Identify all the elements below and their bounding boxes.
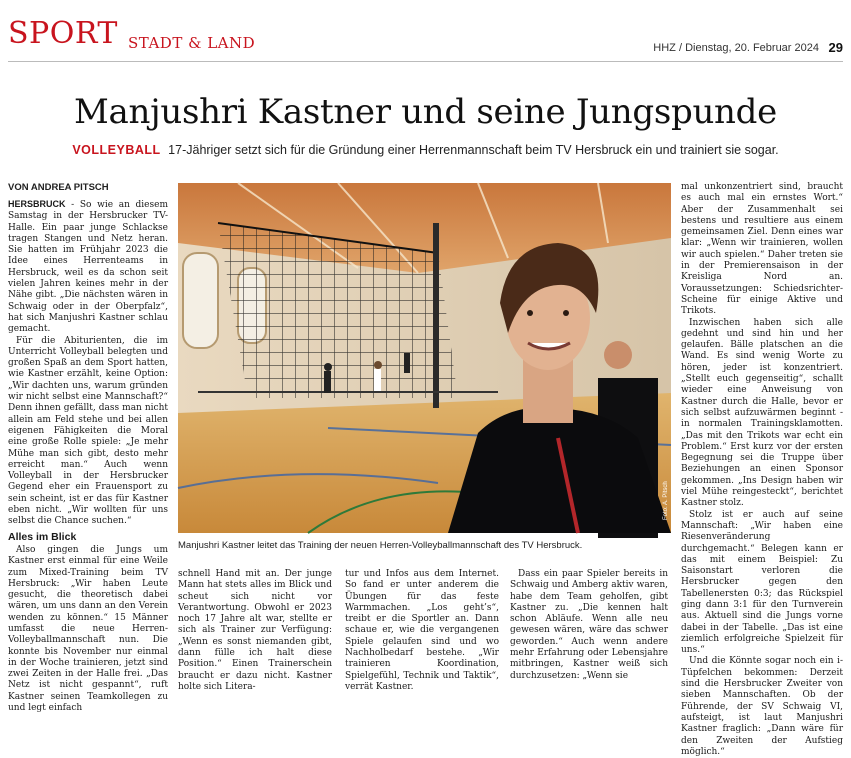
article-column-4 <box>510 569 668 679</box>
issue-meta: HHZ / Dienstag, 20. Februar 2024 <box>653 42 819 54</box>
article-deck <box>0 143 851 157</box>
paragraph: Dass ein paar Spieler bereits in Schwaig und Amberg aktiv waren, habe dem Team geholfen, gibt Kastner zu. „Die kennen halt schon Abläufe. Wenn alle neu gewesen wären, wäre das schwer geworden.“ Auch wenn andere mehr Erfahrung oder Lebensjahre mitbringen, Kastner weiß sich durchzusetzen: „Wenn sie <box>510 569 668 681</box>
deck-text: 17-Jähriger setzt sich für die Gründung einer Herrenmannschaft beim TV Hersbruck ein und trainiert sie sogar. <box>168 143 779 157</box>
paragraph-text: - So wie an diesem Samstag in der Hersbrucker TV-Halle. Ein paar junge Schlackse tragen Stangen und Netz heran. Sie hatten im Frühjahr 2023 die Idee eines Herrenteams in Hersbruck, weil es da schon seit vielen Jahren keines mehr in der Nähe gibt. „Die nächsten wären in Schwaig oder in der Oberpfalz“, hat sich Manjushri Kastner schlau gemacht. <box>8 200 168 335</box>
article-column-1 <box>8 199 168 714</box>
byline: VON ANDREA PITSCH <box>8 182 109 193</box>
paragraph: schnell Hand mit an. Der junge Mann hat stets alles im Blick und scheut sich nicht vor Verantwortung. Obwohl er 2023 noch 17 Jahre alt war, stellte er sich als Trainer zur Verfügung: „Wenn es sonst niemanden gibt, dann fülle ich halt diese Position.“ Einen Trainerschein braucht er dazu nicht. Kastner holte sich Litera- <box>178 569 332 692</box>
header-rule <box>8 61 843 62</box>
topic-kicker: VOLLEYBALL <box>72 143 161 157</box>
page-header <box>8 6 843 56</box>
paragraph: Stolz ist er auch auf seine Mannschaft: „Wir haben eine Riesenveränderung durchgemacht.“ Belegen kann er das mit einem Beispiel: Zu Saisonstart verloren die Hersbrucker gegen den Tabellenersten 0:3; das Rückspiel ging dann 3:1 für den Turnverein aus. Aktuell sind die Jungs vorne dabei in der Tabelle. „Das ist eine ziemlich erfolgreiche Spielzeit für uns.“ <box>681 509 843 656</box>
page-number: 29 <box>828 40 843 55</box>
paragraph: Also gingen die Jungs um Kastner erst einmal für eine Weile zum Mixed-Training beim TV Hersbruck: „Wir haben Leute gesucht, die theoretisch dabei wären, um uns dann an den Verein wenden zu können.“ 15 Männer umfasst die neue Herren-Volleyballmannschaft nun. Die konnte bis November nur einmal in der Woche trainieren, jetzt sind zwei Zeiten in der Halle frei. „Das Netz ist nicht gespannt“, ruft Kastner seinen Teamkollegen zu und legt einfach <box>8 544 168 714</box>
gym-training-photo <box>178 183 671 533</box>
article-column-5 <box>681 182 843 757</box>
subsection-title: STADT & LAND <box>128 34 256 52</box>
paragraph <box>8 199 168 336</box>
article-photo <box>178 183 671 533</box>
subheading: Alles im Blick <box>8 530 77 543</box>
paragraph: Und die Könnte sogar noch ein i-Tüpfelchen bekommen: Derzeit sind die Hersbrucker Zweiter von sieben Mannschaften. Ob der Führende, der SV Schwaig VI, aufsteigt, ist laut Manjushri Kastner fraglich: „Dann wäre für den Zweiten der Aufstieg möglich.“ <box>681 656 843 757</box>
paragraph: tur und Infos aus dem Internet. So fand er unter anderem die Übungen für das feste Warmmachen. „Los geht’s“, treibt er die Sportler an. Dann schaue er, wie die vergangenen Spiele gelaufen sind und wo Nachholbedarf bestehe. „Wir trainieren Koordination, Spielgefühl, Technik und Taktik“, verrät Kastner. <box>345 569 499 692</box>
paragraph: mal unkonzentriert sind, braucht es auch mal ein ernstes Wort.“ Aber der Zusammenhalt sei bestens und resultiere aus einem gemeinsamen Ziel. Denn eines war klar: „Wenn wir trainieren, wollen wir auch spielen.“ Daher treten sie in der Premierensaison in der Kreisliga Nord an. Voraussetzungen: Schiedsrichter-Scheine für einige Aktive und Trikots. <box>681 182 843 317</box>
photo-credit: Foto: A. Pitsch <box>663 481 669 520</box>
paragraph: Für die Abiturienten, die im Unterricht Volleyball belegten und großen Spaß an dem Sport hatten, wie Kastner erzählt, keine Option: „Wir dachten uns, warum gründen wir nicht selbst eine Mannschaft?“ Denn ihnen gefällt, dass man nicht allein am Feld stehe und bei allen eigenen Fähigkeiten die Moral eine große Rolle spiele: „Je mehr Mühe man sich gibt, desto mehr erreicht man.“ Auch wenn Volleyball in der Hersbrucker Gegend eher ein Frauensport zu sein scheint, ist er das für Kastner eben nicht. „Wir wollten für uns selbst die Chance suchen.“ <box>8 335 168 527</box>
article-headline: Manjushri Kastner und seine Jungspunde <box>74 92 777 132</box>
article-column-2 <box>178 569 332 692</box>
dateline: HERSBRUCK <box>8 199 66 209</box>
paragraph: Inzwischen haben sich alle gedehnt und sind hin und her gelaufen. Bälle platschen an die Wand. Es sind wenig Worte zu hören, jeder ist konzentriert. „Stellt euch gegenseitig“, schallt wieder eine Anweisung von Kastner durch die Halle, bevor er sich selbst aufzuwärmen beginnt - in normalen Trainingsklamotten. „Das mit den Trikots war echt ein Problem.“ Erst kurz vor der ersten Begegnung sei die Truppe über Beziehungen an einen Sponsor gekommen. „Ins Design haben wir viel Mühe reingesteckt“, berichtet Kastner stolz. <box>681 317 843 509</box>
section-title: SPORT <box>8 16 118 51</box>
photo-caption: Manjushri Kastner leitet das Training der neuen Herren-Volleyballmannschaft des TV Hersbruck. <box>178 540 583 551</box>
article-column-3 <box>345 569 499 692</box>
